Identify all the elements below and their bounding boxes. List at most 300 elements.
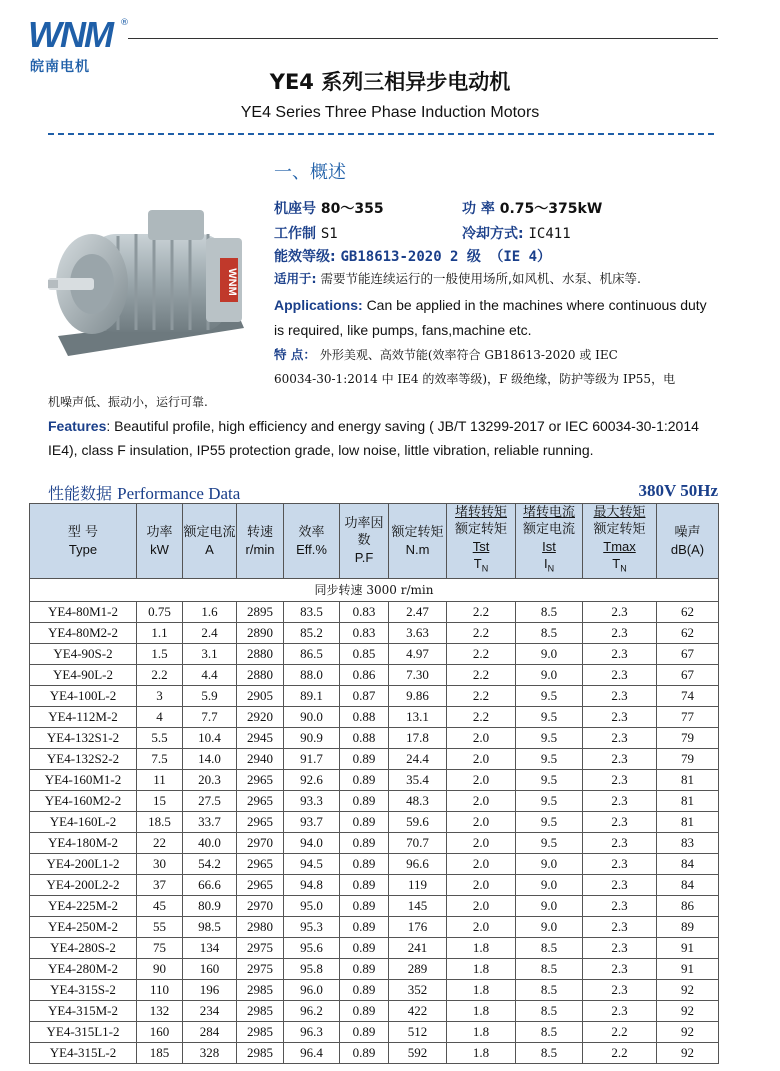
cell-locked-current-ratio: 9.5 bbox=[516, 811, 583, 832]
page-title-cn: YE4 系列三相异步电动机 bbox=[269, 70, 511, 94]
cell-current: 7.7 bbox=[183, 706, 237, 727]
power-label: 功 率 bbox=[462, 201, 495, 217]
sync-speed-row bbox=[30, 578, 719, 601]
cell-locked-torque-ratio: 2.0 bbox=[447, 916, 516, 937]
cell-power: 11 bbox=[137, 769, 183, 790]
col-locked-current-ratio: 堵转电流 额定电流 Ist $I_N$ bbox=[516, 504, 583, 579]
cell-type: YE4-160M1-2 bbox=[30, 769, 137, 790]
cooling-label: 冷却方式: bbox=[462, 226, 524, 242]
cell-speed: 2965 bbox=[237, 769, 284, 790]
cell-torque: 176 bbox=[389, 916, 447, 937]
cell-current: 5.9 bbox=[183, 685, 237, 706]
cell-efficiency: 96.2 bbox=[284, 1000, 340, 1021]
cell-locked-torque-ratio: 2.0 bbox=[447, 895, 516, 916]
cell-type: YE4-132S1-2 bbox=[30, 727, 137, 748]
cell-power: 160 bbox=[137, 1021, 183, 1042]
duty-value: S1 bbox=[320, 226, 338, 242]
cell-noise: 79 bbox=[657, 748, 719, 769]
cell-torque: 48.3 bbox=[389, 790, 447, 811]
col-power-factor: 功率因数 P.F bbox=[340, 504, 389, 579]
cell-power-factor: 0.89 bbox=[340, 979, 389, 1000]
col-power: 功率 kW bbox=[137, 504, 183, 579]
frame-spec bbox=[274, 198, 384, 218]
cell-noise: 67 bbox=[657, 643, 719, 664]
cell-power-factor: 0.89 bbox=[340, 958, 389, 979]
cell-speed: 2890 bbox=[237, 622, 284, 643]
cooling-value: IC411 bbox=[528, 226, 571, 242]
performance-title-cn: 性能数据 bbox=[48, 484, 113, 503]
table-row bbox=[30, 622, 719, 643]
table-row bbox=[30, 853, 719, 874]
cell-current: 54.2 bbox=[183, 853, 237, 874]
cell-noise: 86 bbox=[657, 895, 719, 916]
cell-locked-torque-ratio: 2.2 bbox=[447, 643, 516, 664]
cell-current: 10.4 bbox=[183, 727, 237, 748]
cell-locked-torque-ratio: 1.8 bbox=[447, 1021, 516, 1042]
cell-locked-torque-ratio: 2.0 bbox=[447, 727, 516, 748]
cell-torque: 592 bbox=[389, 1042, 447, 1063]
cell-power-factor: 0.89 bbox=[340, 895, 389, 916]
col-speed: 转速 r/min bbox=[237, 504, 284, 579]
features-cn-label: 特 点： bbox=[274, 347, 316, 362]
applications-en-line1 bbox=[274, 293, 707, 318]
table-row bbox=[30, 748, 719, 769]
cell-speed: 2905 bbox=[237, 685, 284, 706]
cell-max-torque-ratio: 2.3 bbox=[583, 622, 657, 643]
cell-type: YE4-80M2-2 bbox=[30, 622, 137, 643]
cell-max-torque-ratio: 2.3 bbox=[583, 832, 657, 853]
cell-current: 234 bbox=[183, 1000, 237, 1021]
table-row bbox=[30, 832, 719, 853]
cell-speed: 2970 bbox=[237, 895, 284, 916]
cell-efficiency: 85.2 bbox=[284, 622, 340, 643]
cell-speed: 2970 bbox=[237, 832, 284, 853]
cell-efficiency: 93.3 bbox=[284, 790, 340, 811]
cell-max-torque-ratio: 2.3 bbox=[583, 748, 657, 769]
cell-power-factor: 0.89 bbox=[340, 937, 389, 958]
motor-nameplate-text: WNM bbox=[226, 268, 238, 296]
cell-power: 37 bbox=[137, 874, 183, 895]
cell-efficiency: 86.5 bbox=[284, 643, 340, 664]
table-row bbox=[30, 937, 719, 958]
cell-noise: 92 bbox=[657, 1042, 719, 1063]
cell-speed: 2895 bbox=[237, 601, 284, 622]
cell-torque: 4.97 bbox=[389, 643, 447, 664]
cell-locked-current-ratio: 8.5 bbox=[516, 1042, 583, 1063]
cell-torque: 119 bbox=[389, 874, 447, 895]
cell-noise: 91 bbox=[657, 958, 719, 979]
cell-efficiency: 92.6 bbox=[284, 769, 340, 790]
cell-type: YE4-315S-2 bbox=[30, 979, 137, 1000]
cell-current: 33.7 bbox=[183, 811, 237, 832]
table-row bbox=[30, 895, 719, 916]
cell-torque: 422 bbox=[389, 1000, 447, 1021]
cell-power-factor: 0.89 bbox=[340, 811, 389, 832]
cell-power: 132 bbox=[137, 1000, 183, 1021]
cell-torque: 59.6 bbox=[389, 811, 447, 832]
cell-locked-current-ratio: 9.5 bbox=[516, 748, 583, 769]
features-cn-line3: 机噪声低、振动小，运行可靠. bbox=[48, 395, 208, 409]
table-row bbox=[30, 685, 719, 706]
features-cn-line1 bbox=[274, 342, 618, 368]
performance-title-en: Performance Data bbox=[117, 484, 241, 503]
table-row bbox=[30, 706, 719, 727]
efficiency-spec bbox=[274, 246, 551, 266]
cell-noise: 92 bbox=[657, 1000, 719, 1021]
cell-type: YE4-280M-2 bbox=[30, 958, 137, 979]
cell-torque: 70.7 bbox=[389, 832, 447, 853]
overview-heading: 一、概述 bbox=[274, 162, 346, 183]
cell-max-torque-ratio: 2.3 bbox=[583, 811, 657, 832]
table-row bbox=[30, 1000, 719, 1021]
cell-speed: 2965 bbox=[237, 874, 284, 895]
cell-power: 7.5 bbox=[137, 748, 183, 769]
efficiency-label: 能效等级: bbox=[274, 249, 336, 265]
cell-locked-current-ratio: 9.5 bbox=[516, 685, 583, 706]
table-row bbox=[30, 790, 719, 811]
cell-type: YE4-112M-2 bbox=[30, 706, 137, 727]
cell-noise: 74 bbox=[657, 685, 719, 706]
cell-noise: 83 bbox=[657, 832, 719, 853]
applications-en-line2: is required, like pumps, fans,machine etc. bbox=[274, 322, 532, 338]
applications-cn-label: 适用于: bbox=[274, 271, 317, 286]
cell-locked-current-ratio: 9.0 bbox=[516, 643, 583, 664]
cell-max-torque-ratio: 2.3 bbox=[583, 937, 657, 958]
cell-locked-current-ratio: 9.5 bbox=[516, 727, 583, 748]
cell-power: 0.75 bbox=[137, 601, 183, 622]
table-row bbox=[30, 769, 719, 790]
cell-speed: 2880 bbox=[237, 664, 284, 685]
cell-max-torque-ratio: 2.3 bbox=[583, 727, 657, 748]
duty-label: 工作制 bbox=[274, 226, 316, 242]
cell-power: 2.2 bbox=[137, 664, 183, 685]
performance-table bbox=[29, 503, 719, 1064]
cell-power-factor: 0.88 bbox=[340, 706, 389, 727]
cell-type: YE4-160L-2 bbox=[30, 811, 137, 832]
cell-type: YE4-90S-2 bbox=[30, 643, 137, 664]
cell-locked-current-ratio: 8.5 bbox=[516, 1000, 583, 1021]
cell-torque: 352 bbox=[389, 979, 447, 1000]
col-max-torque-ratio: 最大转矩 额定转矩 Tmax $T_N$ bbox=[583, 504, 657, 579]
page-title-en: YE4 Series Three Phase Induction Motors bbox=[240, 104, 540, 121]
cell-noise: 84 bbox=[657, 853, 719, 874]
table-row bbox=[30, 601, 719, 622]
cell-power: 110 bbox=[137, 979, 183, 1000]
duty-spec bbox=[274, 223, 338, 243]
applications-cn-text: 需要节能连续运行的一般使用场所,如风机、水泵、机床等. bbox=[320, 271, 641, 286]
cell-power-factor: 0.86 bbox=[340, 664, 389, 685]
cell-type: YE4-315L-2 bbox=[30, 1042, 137, 1063]
cell-current: 40.0 bbox=[183, 832, 237, 853]
cell-current: 27.5 bbox=[183, 790, 237, 811]
cell-speed: 2945 bbox=[237, 727, 284, 748]
cell-max-torque-ratio: 2.3 bbox=[583, 874, 657, 895]
cell-power-factor: 0.89 bbox=[340, 853, 389, 874]
cell-current: 3.1 bbox=[183, 643, 237, 664]
cell-locked-torque-ratio: 1.8 bbox=[447, 979, 516, 1000]
col-locked-torque-ratio: 堵转转矩 额定转矩 Tst $T_N$ bbox=[447, 504, 516, 579]
cell-efficiency: 83.5 bbox=[284, 601, 340, 622]
cell-noise: 62 bbox=[657, 601, 719, 622]
table-row bbox=[30, 811, 719, 832]
col-current: 额定电流 A bbox=[183, 504, 237, 579]
cell-power: 75 bbox=[137, 937, 183, 958]
table-row bbox=[30, 1042, 719, 1063]
cell-power-factor: 0.87 bbox=[340, 685, 389, 706]
cell-type: YE4-315M-2 bbox=[30, 1000, 137, 1021]
cell-power-factor: 0.83 bbox=[340, 622, 389, 643]
cell-max-torque-ratio: 2.3 bbox=[583, 664, 657, 685]
cell-power-factor: 0.89 bbox=[340, 916, 389, 937]
cell-max-torque-ratio: 2.3 bbox=[583, 601, 657, 622]
cell-efficiency: 96.0 bbox=[284, 979, 340, 1000]
table-row bbox=[30, 916, 719, 937]
cell-noise: 81 bbox=[657, 790, 719, 811]
table-row bbox=[30, 1021, 719, 1042]
col-noise: 噪声 dB(A) bbox=[657, 504, 719, 579]
cell-locked-current-ratio: 9.5 bbox=[516, 832, 583, 853]
cell-speed: 2975 bbox=[237, 937, 284, 958]
cell-max-torque-ratio: 2.3 bbox=[583, 979, 657, 1000]
cell-power: 30 bbox=[137, 853, 183, 874]
table-row bbox=[30, 874, 719, 895]
cell-torque: 17.8 bbox=[389, 727, 447, 748]
table-row bbox=[30, 664, 719, 685]
header-rule bbox=[128, 38, 718, 39]
table-row bbox=[30, 979, 719, 1000]
cell-speed: 2985 bbox=[237, 1000, 284, 1021]
table-row bbox=[30, 958, 719, 979]
cell-efficiency: 94.8 bbox=[284, 874, 340, 895]
cell-efficiency: 94.5 bbox=[284, 853, 340, 874]
cell-locked-current-ratio: 8.5 bbox=[516, 601, 583, 622]
cell-locked-current-ratio: 9.5 bbox=[516, 706, 583, 727]
cell-locked-torque-ratio: 1.8 bbox=[447, 958, 516, 979]
cell-power: 45 bbox=[137, 895, 183, 916]
cell-locked-torque-ratio: 2.0 bbox=[447, 853, 516, 874]
cell-type: YE4-90L-2 bbox=[30, 664, 137, 685]
cell-power: 15 bbox=[137, 790, 183, 811]
cell-current: 284 bbox=[183, 1021, 237, 1042]
table-header-row bbox=[30, 504, 719, 579]
cell-noise: 92 bbox=[657, 979, 719, 1000]
cell-noise: 92 bbox=[657, 1021, 719, 1042]
cell-power: 5.5 bbox=[137, 727, 183, 748]
cell-speed: 2985 bbox=[237, 1042, 284, 1063]
cell-max-torque-ratio: 2.2 bbox=[583, 1021, 657, 1042]
cell-max-torque-ratio: 2.3 bbox=[583, 853, 657, 874]
cell-locked-torque-ratio: 2.0 bbox=[447, 874, 516, 895]
cell-torque: 24.4 bbox=[389, 748, 447, 769]
cell-power-factor: 0.89 bbox=[340, 1042, 389, 1063]
cell-locked-torque-ratio: 2.0 bbox=[447, 811, 516, 832]
cell-torque: 145 bbox=[389, 895, 447, 916]
applications-en-text: Can be applied in the machines where continuous duty bbox=[366, 297, 707, 313]
cell-speed: 2985 bbox=[237, 1021, 284, 1042]
cell-torque: 96.6 bbox=[389, 853, 447, 874]
cell-locked-torque-ratio: 1.8 bbox=[447, 937, 516, 958]
cell-type: YE4-160M2-2 bbox=[30, 790, 137, 811]
cell-locked-current-ratio: 8.5 bbox=[516, 1021, 583, 1042]
cell-type: YE4-180M-2 bbox=[30, 832, 137, 853]
cell-power: 185 bbox=[137, 1042, 183, 1063]
cell-type: YE4-200L2-2 bbox=[30, 874, 137, 895]
cell-type: YE4-315L1-2 bbox=[30, 1021, 137, 1042]
cell-noise: 89 bbox=[657, 916, 719, 937]
cell-max-torque-ratio: 2.3 bbox=[583, 706, 657, 727]
cell-max-torque-ratio: 2.3 bbox=[583, 916, 657, 937]
cell-noise: 81 bbox=[657, 811, 719, 832]
features-cn-line2: 60034-30-1:2014 中 IE4 的效率等级)，F 级绝缘，防护等级为 IP55，电 bbox=[274, 372, 676, 386]
cell-power-factor: 0.89 bbox=[340, 1000, 389, 1021]
cell-power: 4 bbox=[137, 706, 183, 727]
cell-noise: 77 bbox=[657, 706, 719, 727]
cell-torque: 241 bbox=[389, 937, 447, 958]
cell-speed: 2980 bbox=[237, 916, 284, 937]
motor-image bbox=[48, 196, 248, 364]
cell-noise: 81 bbox=[657, 769, 719, 790]
cell-locked-torque-ratio: 2.0 bbox=[447, 769, 516, 790]
cell-power-factor: 0.89 bbox=[340, 769, 389, 790]
cell-power: 1.5 bbox=[137, 643, 183, 664]
cell-locked-torque-ratio: 2.2 bbox=[447, 706, 516, 727]
cell-noise: 84 bbox=[657, 874, 719, 895]
cell-current: 134 bbox=[183, 937, 237, 958]
cell-current: 4.4 bbox=[183, 664, 237, 685]
cell-power-factor: 0.89 bbox=[340, 748, 389, 769]
cell-efficiency: 88.0 bbox=[284, 664, 340, 685]
applications-en-label: Applications: bbox=[274, 297, 363, 313]
cell-efficiency: 94.0 bbox=[284, 832, 340, 853]
cell-locked-torque-ratio: 2.0 bbox=[447, 748, 516, 769]
cell-efficiency: 91.7 bbox=[284, 748, 340, 769]
cell-torque: 3.63 bbox=[389, 622, 447, 643]
cell-power-factor: 0.88 bbox=[340, 727, 389, 748]
cell-efficiency: 96.3 bbox=[284, 1021, 340, 1042]
cell-speed: 2880 bbox=[237, 643, 284, 664]
features-en-line2: IE4), class F insulation, IP55 protection grade, low noise, little vibration, reliable running. bbox=[48, 442, 594, 458]
cell-locked-torque-ratio: 2.0 bbox=[447, 790, 516, 811]
cell-locked-current-ratio: 8.5 bbox=[516, 622, 583, 643]
col-type: 型 号 Type bbox=[30, 504, 137, 579]
cell-efficiency: 95.8 bbox=[284, 958, 340, 979]
cell-power: 55 bbox=[137, 916, 183, 937]
logo-company-name: 皖南电机 bbox=[30, 59, 90, 75]
cell-power-factor: 0.83 bbox=[340, 601, 389, 622]
cell-speed: 2965 bbox=[237, 811, 284, 832]
cell-torque: 13.1 bbox=[389, 706, 447, 727]
applications-cn bbox=[274, 266, 641, 291]
cell-current: 20.3 bbox=[183, 769, 237, 790]
cell-torque: 2.47 bbox=[389, 601, 447, 622]
cell-locked-torque-ratio: 2.0 bbox=[447, 832, 516, 853]
cell-type: YE4-132S2-2 bbox=[30, 748, 137, 769]
cell-torque: 7.30 bbox=[389, 664, 447, 685]
cell-power-factor: 0.89 bbox=[340, 832, 389, 853]
cell-type: YE4-200L1-2 bbox=[30, 853, 137, 874]
frame-value: 80～355 bbox=[320, 201, 384, 217]
cell-speed: 2920 bbox=[237, 706, 284, 727]
cell-max-torque-ratio: 2.3 bbox=[583, 895, 657, 916]
cell-max-torque-ratio: 2.3 bbox=[583, 958, 657, 979]
cell-locked-current-ratio: 8.5 bbox=[516, 937, 583, 958]
features-en-line1 bbox=[48, 414, 699, 439]
logo-mark: WNM bbox=[28, 14, 112, 55]
cell-locked-torque-ratio: 2.2 bbox=[447, 601, 516, 622]
cell-locked-torque-ratio: 2.2 bbox=[447, 622, 516, 643]
cell-efficiency: 95.6 bbox=[284, 937, 340, 958]
cell-torque: 289 bbox=[389, 958, 447, 979]
sync-speed-cell: 同步转速 3000 r/min bbox=[30, 578, 719, 601]
cell-efficiency: 93.7 bbox=[284, 811, 340, 832]
cell-max-torque-ratio: 2.3 bbox=[583, 790, 657, 811]
cell-current: 80.9 bbox=[183, 895, 237, 916]
cell-type: YE4-100L-2 bbox=[30, 685, 137, 706]
cell-power-factor: 0.89 bbox=[340, 1021, 389, 1042]
table-row bbox=[30, 643, 719, 664]
cell-type: YE4-80M1-2 bbox=[30, 601, 137, 622]
col-torque: 额定转矩 N.m bbox=[389, 504, 447, 579]
cell-max-torque-ratio: 2.3 bbox=[583, 685, 657, 706]
cell-efficiency: 95.3 bbox=[284, 916, 340, 937]
features-en-label: Features bbox=[48, 418, 107, 434]
cell-locked-current-ratio: 8.5 bbox=[516, 979, 583, 1000]
cell-current: 1.6 bbox=[183, 601, 237, 622]
cell-current: 98.5 bbox=[183, 916, 237, 937]
cooling-spec bbox=[462, 223, 571, 243]
cell-noise: 79 bbox=[657, 727, 719, 748]
cell-torque: 9.86 bbox=[389, 685, 447, 706]
features-cn-text1: 外形美观、高效节能(效率符合 GB18613-2020 或 IEC bbox=[319, 348, 618, 362]
performance-title bbox=[48, 481, 240, 504]
cell-power: 22 bbox=[137, 832, 183, 853]
cell-noise: 91 bbox=[657, 937, 719, 958]
cell-power-factor: 0.85 bbox=[340, 643, 389, 664]
cell-efficiency: 95.0 bbox=[284, 895, 340, 916]
col-efficiency: 效率 Eff.% bbox=[284, 504, 340, 579]
supply-rating: 380V 50Hz bbox=[638, 481, 718, 500]
cell-current: 66.6 bbox=[183, 874, 237, 895]
cell-locked-current-ratio: 9.0 bbox=[516, 853, 583, 874]
cell-current: 2.4 bbox=[183, 622, 237, 643]
cell-power: 1.1 bbox=[137, 622, 183, 643]
cell-speed: 2975 bbox=[237, 958, 284, 979]
cell-efficiency: 90.0 bbox=[284, 706, 340, 727]
cell-noise: 67 bbox=[657, 664, 719, 685]
cell-noise: 62 bbox=[657, 622, 719, 643]
cell-locked-torque-ratio: 1.8 bbox=[447, 1042, 516, 1063]
cell-power: 90 bbox=[137, 958, 183, 979]
cell-speed: 2965 bbox=[237, 853, 284, 874]
cell-efficiency: 89.1 bbox=[284, 685, 340, 706]
cell-locked-torque-ratio: 1.8 bbox=[447, 1000, 516, 1021]
cell-type: YE4-225M-2 bbox=[30, 895, 137, 916]
cell-locked-current-ratio: 9.0 bbox=[516, 895, 583, 916]
dashed-divider bbox=[48, 133, 714, 135]
cell-locked-current-ratio: 9.0 bbox=[516, 664, 583, 685]
cell-current: 328 bbox=[183, 1042, 237, 1063]
table-row bbox=[30, 727, 719, 748]
cell-speed: 2985 bbox=[237, 979, 284, 1000]
registered-mark: ® bbox=[120, 18, 129, 28]
cell-current: 160 bbox=[183, 958, 237, 979]
power-value: 0.75～375kW bbox=[499, 201, 603, 217]
cell-max-torque-ratio: 2.3 bbox=[583, 643, 657, 664]
cell-torque: 35.4 bbox=[389, 769, 447, 790]
cell-locked-torque-ratio: 2.2 bbox=[447, 685, 516, 706]
cell-power: 3 bbox=[137, 685, 183, 706]
cell-current: 14.0 bbox=[183, 748, 237, 769]
